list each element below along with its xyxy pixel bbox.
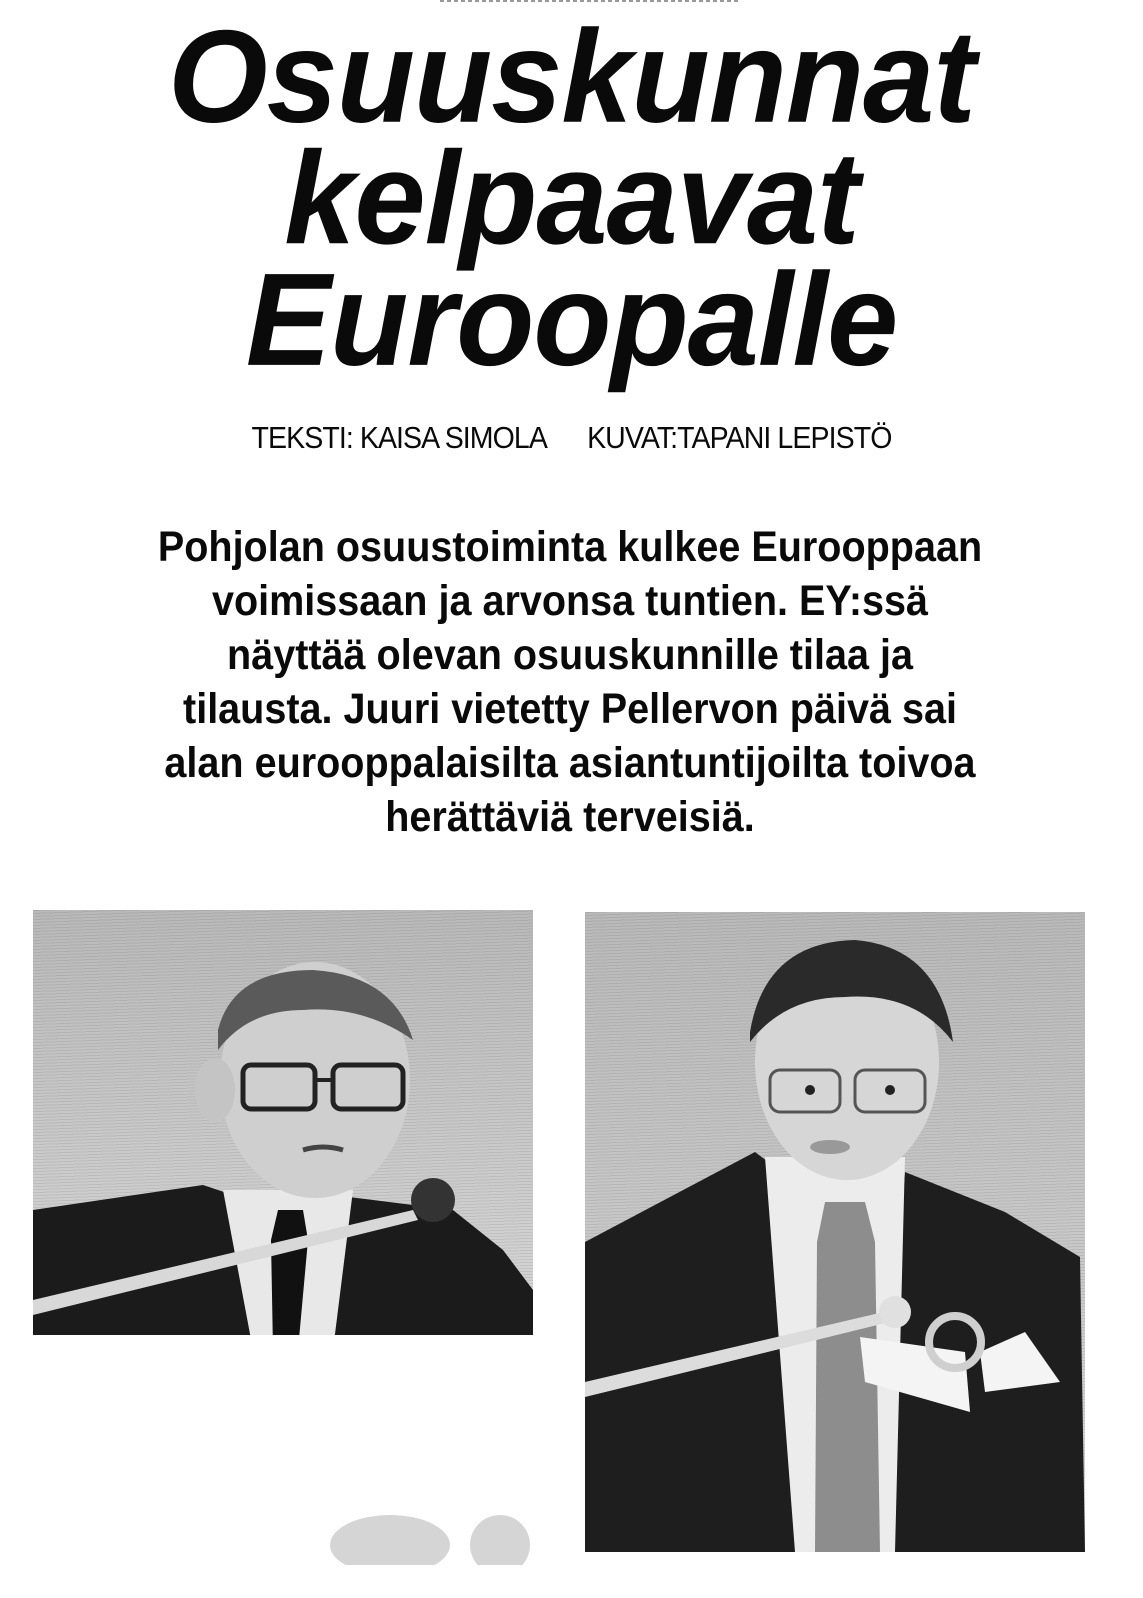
headline-line-1: Osuuskunnat: [168, 3, 975, 151]
partial-photo-fragment: [30, 1505, 530, 1565]
headline-line-3: Euroopalle: [245, 246, 898, 394]
speaker-right-illustration: [585, 912, 1085, 1552]
lead-line: voimissaan ja arvonsa tuntien. EY:ssä: [211, 577, 929, 625]
lead-line: tilausta. Juuri vietetty Pellervon päivä sai: [183, 685, 957, 733]
photo-speaker-right: [585, 912, 1085, 1552]
text-credit: TEKSTI: KAISA SIMOLA: [251, 420, 547, 455]
speaker-left-illustration: [33, 910, 533, 1335]
photo-speaker-left: [33, 910, 533, 1335]
lead-line: herättäviä terveisiä.: [385, 793, 755, 841]
top-rule-decoration: [440, 0, 740, 2]
headline-line-2: kelpaavat: [284, 124, 859, 273]
lead-paragraph: [82, 520, 1057, 844]
lead-line: Pohjolan osuustoiminta kulkee Eurooppaan: [157, 523, 983, 571]
lead-line: näyttää olevan osuuskunnille tilaa ja: [227, 631, 913, 679]
headline: [0, 3, 1143, 394]
byline: [46, 420, 1098, 456]
photo-credit: KUVAT:TAPANI LEPISTÖ: [587, 420, 892, 455]
lead-line: alan eurooppalaisilta asiantuntijoilta toivoa: [164, 739, 976, 787]
